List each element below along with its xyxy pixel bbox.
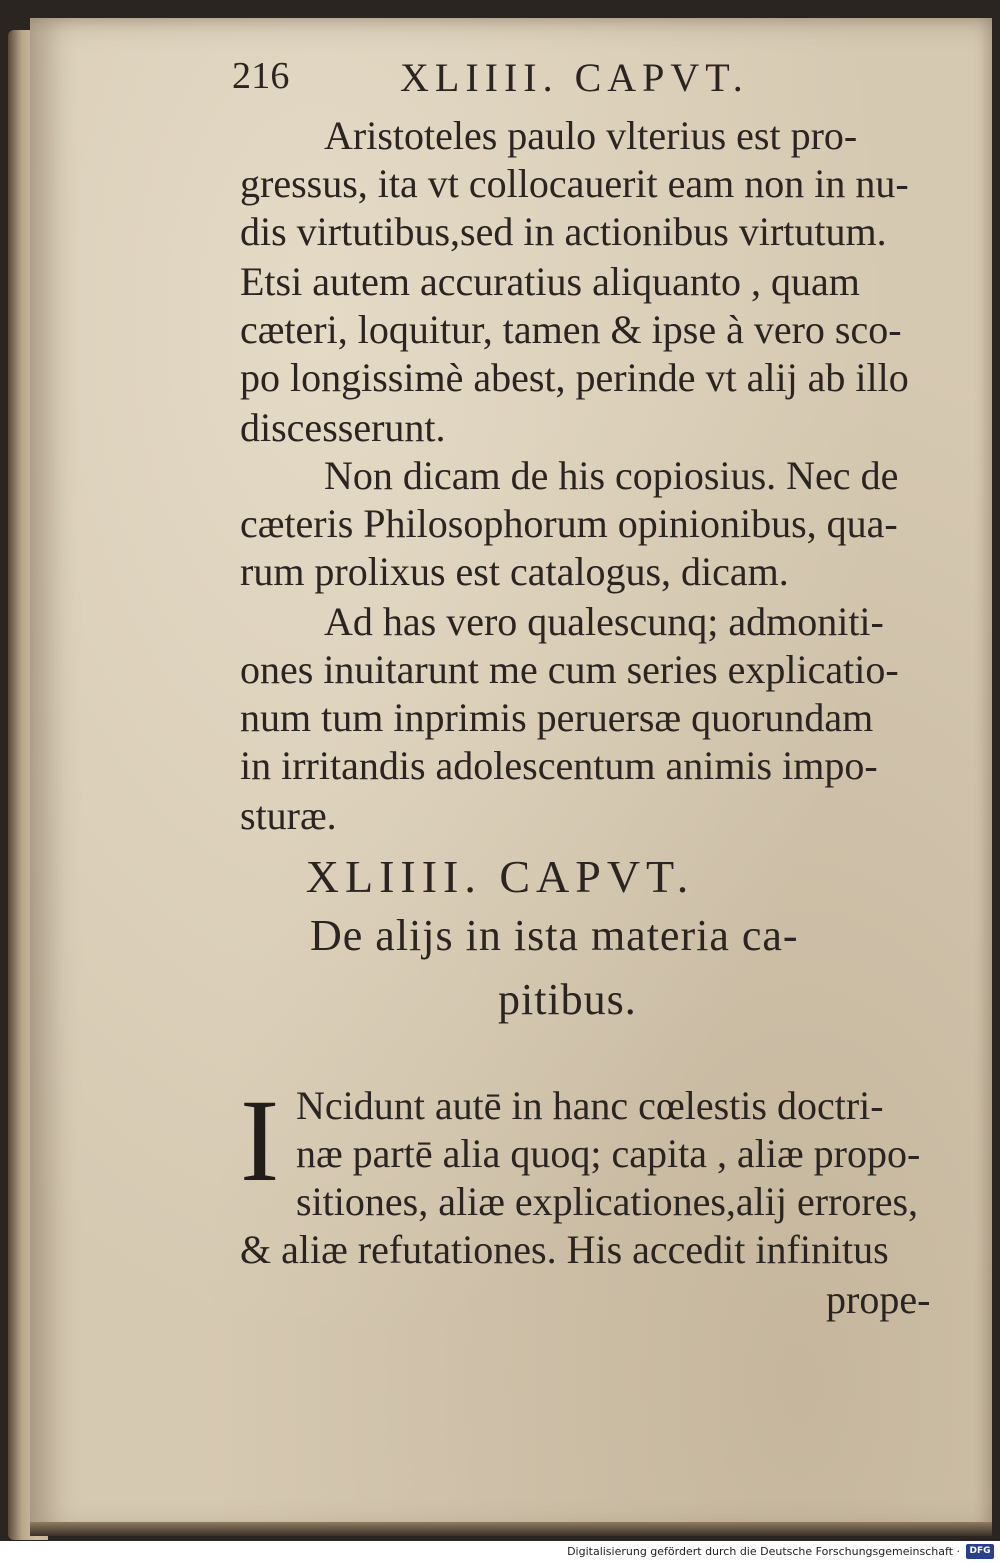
- body-line: Non dicam de his copiosius. Nec de: [324, 453, 899, 498]
- drop-cap: I: [240, 1075, 280, 1206]
- body-line: cæteri, loquitur, tamen & ipse à vero sco-: [240, 307, 902, 352]
- paragraph-line: & aliæ refutationes. His accedit infinitus: [240, 1227, 889, 1272]
- body-line: rum prolixus est catalogus, dicam.: [240, 549, 789, 594]
- footer-credit: Digitalisierung gefördert durch die Deutsche Forschungsgemeinschaft ·: [567, 1545, 960, 1558]
- paragraph-line: Ncidunt autē in hanc cœlestis doctri-: [296, 1083, 884, 1128]
- body-line: Ad has vero qualescunq; admoniti-: [324, 599, 884, 644]
- body-line: Etsi autem accuratius aliquanto , quam: [240, 259, 860, 304]
- dfg-logo-icon: DFG: [966, 1544, 994, 1559]
- running-head: XLIIII. CAPVT.: [400, 55, 749, 100]
- body-line: po longissimè abest, perinde vt alij ab illo: [240, 355, 909, 400]
- body-line: cæteris Philosophorum opinionibus, qua-: [240, 501, 898, 546]
- chapter-subtitle-line1: De alijs in ista materia ca-: [310, 911, 799, 960]
- body-line: num tum inprimis peruersæ quorundam: [240, 695, 874, 740]
- paragraph-line: sitiones, aliæ explicationes,alij errores,: [296, 1179, 919, 1224]
- chapter-title: XLIIII. CAPVT.: [305, 851, 695, 902]
- catchword: prope-: [826, 1277, 931, 1322]
- page-edge-shadow: [30, 1522, 992, 1536]
- page-number: 216: [232, 55, 290, 97]
- page-header: [232, 54, 812, 104]
- body-line: ones inuitarunt me cum series explicatio-: [240, 647, 899, 692]
- body-line: in irritandis adolescentum animis impo-: [240, 743, 878, 788]
- paragraph-line: næ partē alia quoq; capita , aliæ propo-: [296, 1131, 921, 1176]
- chapter-subtitle-line2: pitibus.: [498, 975, 637, 1024]
- body-line: Aristoteles paulo vlterius est pro-: [324, 113, 858, 158]
- body-line: gressus, ita vt collocauerit eam non in nu-: [240, 161, 909, 206]
- body-line: sturæ.: [240, 793, 337, 838]
- body-line: discesserunt.: [240, 405, 446, 450]
- body-line: dis virtutibus,sed in actionibus virtutum.: [240, 209, 887, 254]
